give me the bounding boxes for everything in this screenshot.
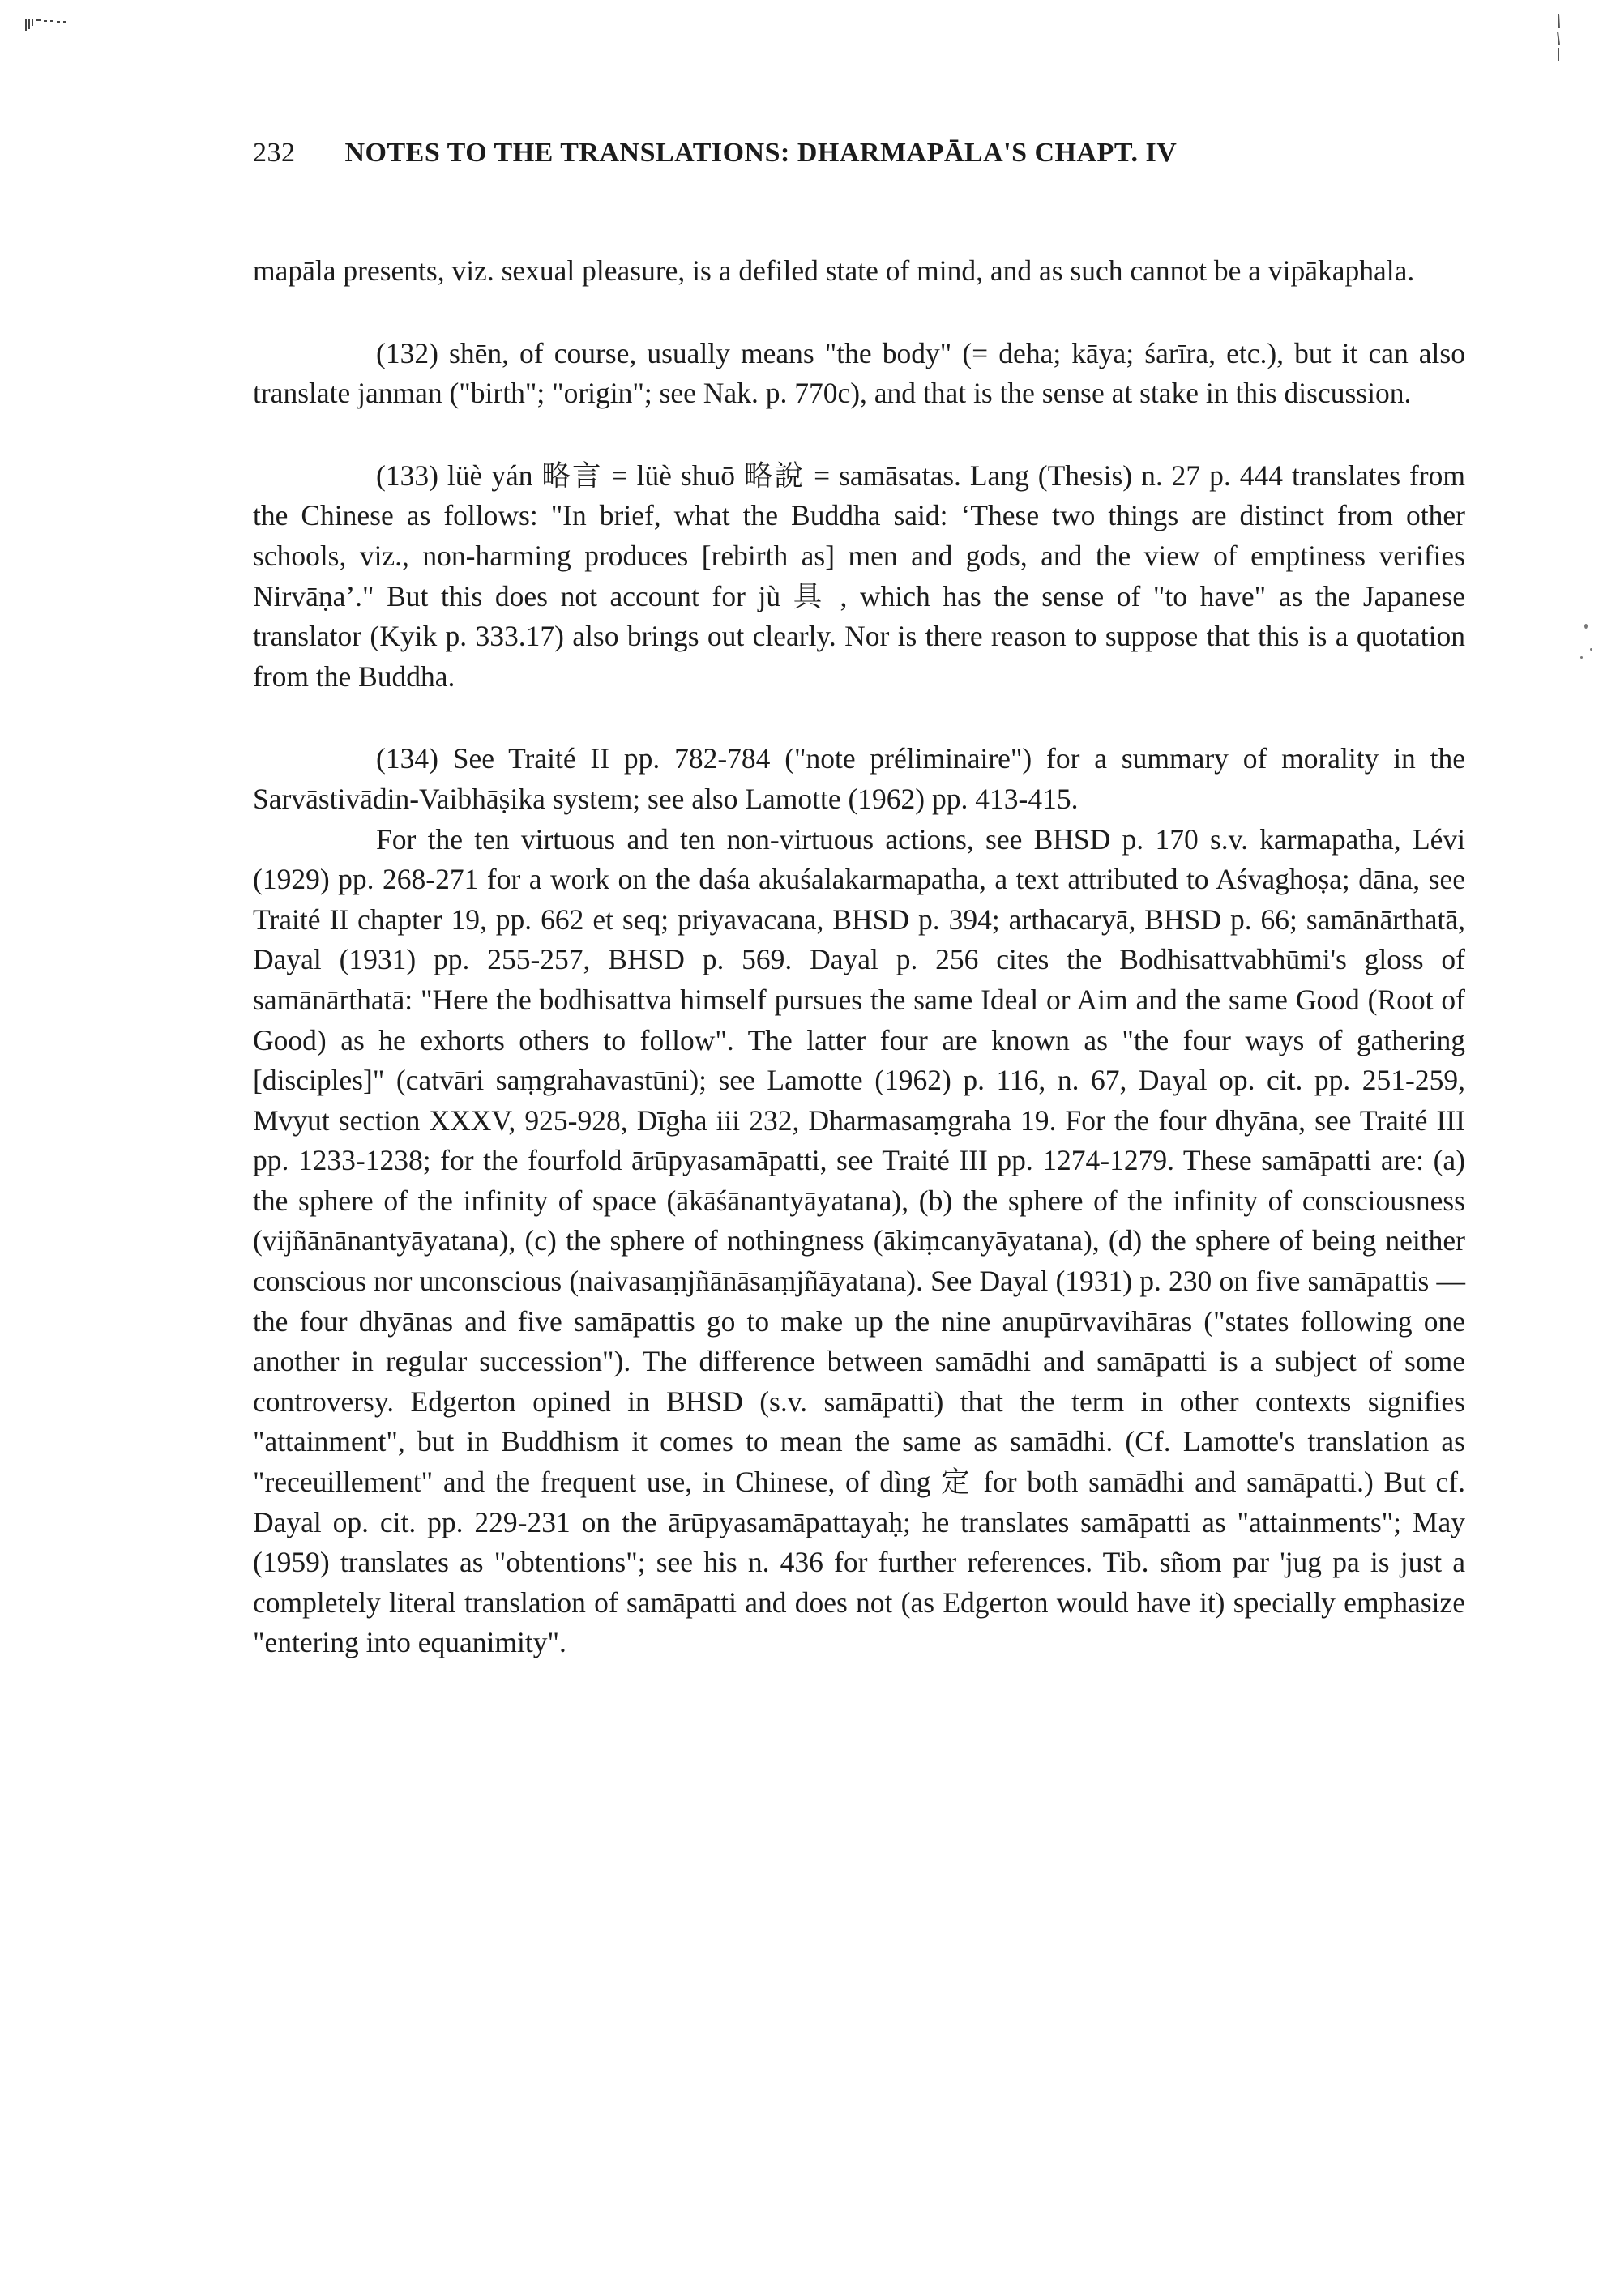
scan-mark-top-left xyxy=(24,18,73,32)
page-title: NOTES TO THE TRANSLATIONS: DHARMAPĀLA'S CHAPT. IV xyxy=(344,138,1178,168)
running-header xyxy=(253,138,1468,169)
note-132: (132) shēn, of course, usually means "the body" (= deha; kāya; śarīra, etc.), but it can also translate janman ("birth"; "origin"; see Nak. p. 770c), and that is the sense at stake in this discussion. xyxy=(253,336,1465,410)
scan-mark-top-right xyxy=(1546,12,1571,69)
note-134: (134) See Traité II pp. 782-784 ("note préliminaire") for a summary of morality in the Sarvāstivādin-Vaibhāṣika system; see also Lamotte (1962) pp. 413-415. xyxy=(253,742,1465,815)
scan-speck xyxy=(1584,624,1588,629)
continued-paragraph: mapāla presents, viz. sexual pleasure, is a defiled state of mind, and as such cannot be a vipākaphala. xyxy=(253,254,1415,287)
document-body xyxy=(253,251,1465,1663)
scan-speck xyxy=(1590,648,1592,651)
note-133: (133) lüè yán 略言 = lüè shuō 略說 = samāsatas. Lang (Thesis) n. 27 p. 444 translates from the Chinese as follows: "In brief, what the Buddha said: ‘These two things are distinct from other schools, viz., non-harming produces [rebirth as] men and gods, and the view of emptiness verifies Nirvāṇa’." But this does not account for jù 具 , which has the sense of "to have" as the Japanese translator (Kyik p. 333.17) also brings out clearly. Nor is there reason to suppose that this is a quotation from the Buddha. xyxy=(253,459,1465,693)
note-134-continuation: For the ten virtuous and ten non-virtuous actions, see BHSD p. 170 s.v. karmapatha, Lévi (1929) pp. 268-271 for a work on the daśa akuśalakarmapatha, a text attributed to Aśvaghoṣa; dāna, see Traité II chapter 19, pp. 662 et seq; priyavacana, BHSD p. 394; arthacaryā, BHSD p. 66; samānārthatā, Dayal (1931) pp. 255-257, BHSD p. 569. Dayal p. 256 cites the Bodhisattvabhūmi's gloss of samānārthatā: "Here the bodhisattva himself pursues the same Ideal or Aim and the same Good (Root of Good) as he exhorts others to follow". The latter four are known as "the four ways of gathering [disciples]" (catvāri saṃgrahavastūni); see Lamotte (1962) p. 116, n. 67, Dayal op. cit. pp. 251-259, Mvyut section XXXV, 925-928, Dīgha iii 232, Dharmasaṃgraha 19. For the four dhyāna, see Traité III pp. 1233-1238; for the fourfold ārūpyasamāpatti, see Traité III pp. 1274-1279. These samāpatti are: (a) the sphere of the infinity of space (ākāśānantyāyatana), (b) the sphere of the infinity of consciousness (vijñānānantyāyatana), (c) the sphere of nothingness (ākiṃcanyāyatana), (d) the sphere of being neither conscious nor unconscious (naivasaṃjñānāsaṃjñāyatana). See Dayal (1931) p. 230 on five samāpattis — the four dhyānas and five samāpattis go to make up the nine anupūrvavihāras ("states following one another in regular succession"). The difference between samādhi and samāpatti is a subject of some controversy. Edgerton opined in BHSD (s.v. samāpatti) that the term in other contexts signifies "attainment", but in Buddhism it comes to mean the same as samādhi. (Cf. Lamotte's translation as "receuillement" and the frequent use, in Chinese, of dìng 定 for both samādhi and samāpatti.) But cf. Dayal op. cit. pp. 229-231 on the ārūpyasamāpattayaḥ; he translates samāpatti as "attainments"; May (1959) translates as "obtentions"; see his n. 436 for further references. Tib. sñom par 'jug pa is just a completely literal translation of samāpatti and does not (as Edgerton would have it) specially emphasize "entering into equanimity". xyxy=(253,822,1465,1659)
scan-speck xyxy=(1580,656,1583,659)
page-number: 232 xyxy=(253,138,296,168)
